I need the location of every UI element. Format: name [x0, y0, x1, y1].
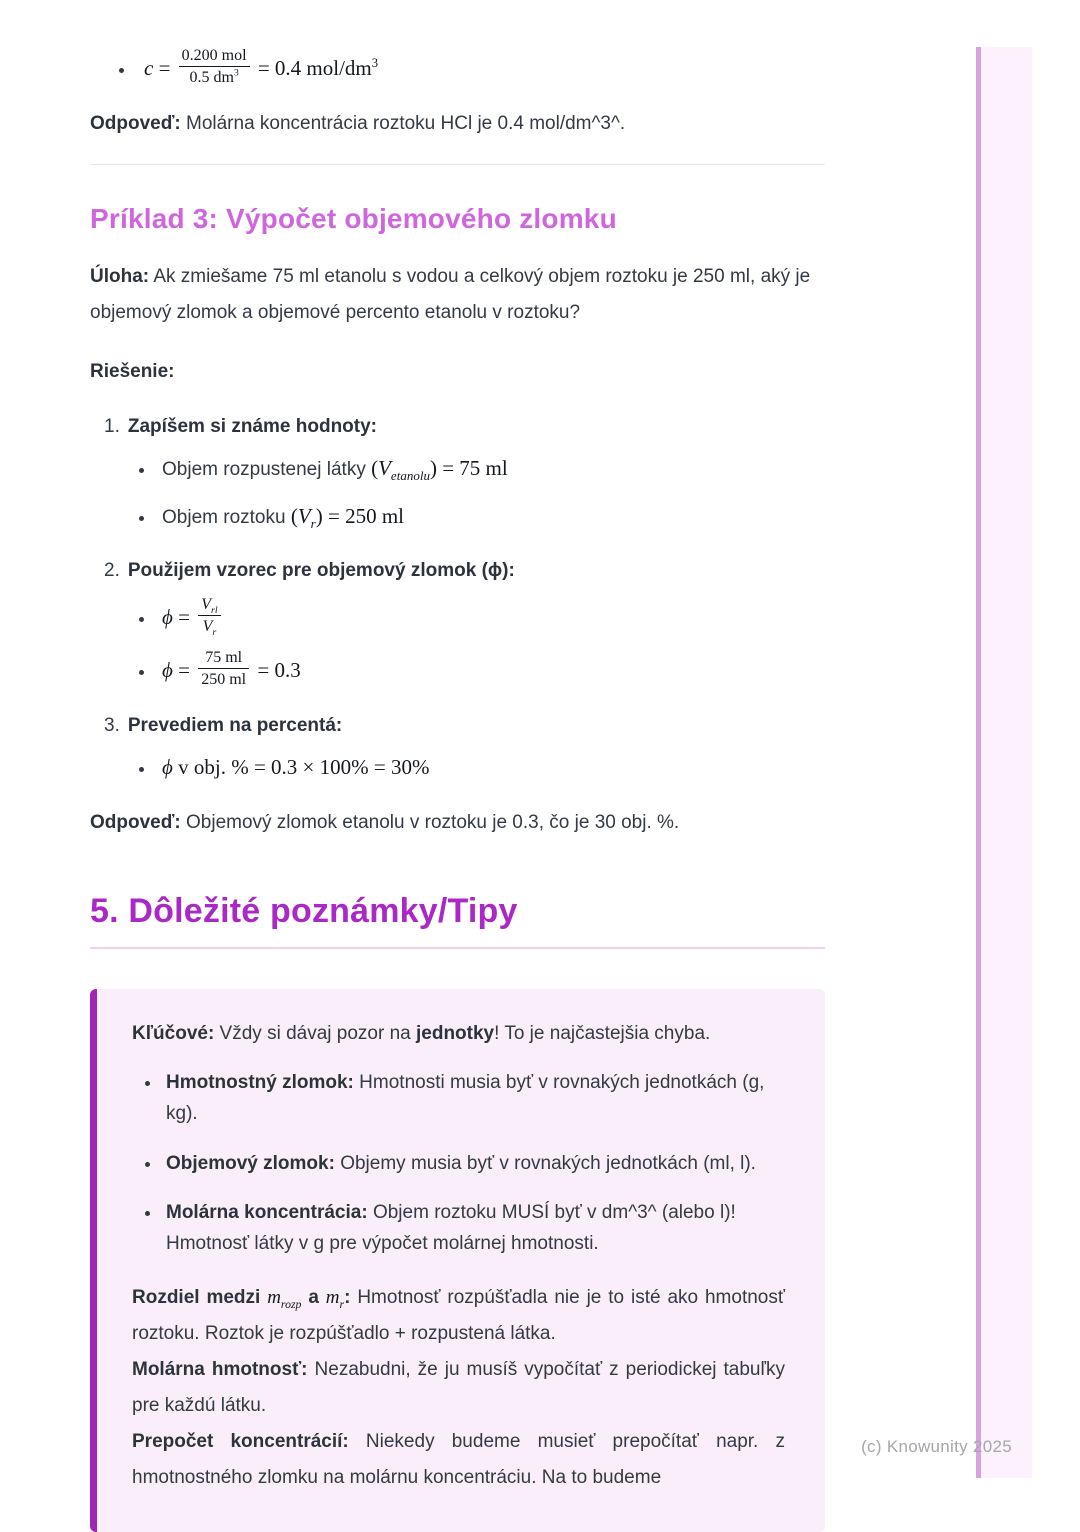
math-variable: ϕ [162, 604, 173, 629]
fraction-numerator [198, 595, 220, 616]
math-result: = 0.4 mol/dm [257, 56, 372, 80]
bullet-percent-conversion [156, 750, 825, 786]
math-fraction [198, 648, 249, 689]
math-variable: m [325, 1286, 340, 1308]
watermark: (c) Knowunity 2025 [861, 1437, 1012, 1456]
bullet-volume-solution [156, 499, 825, 535]
tip-label: Objemový zlomok: [166, 1152, 335, 1174]
math-fraction [198, 595, 220, 639]
bullet-formula-symbolic [156, 595, 825, 639]
math-variable: ϕ [162, 754, 173, 779]
tip-label: Hmotnostný zlomok: [166, 1072, 354, 1094]
solution-steps [90, 411, 825, 786]
math-rest: v obj. % = 0.3 × 100% = 30% [172, 754, 430, 779]
intro-text-end: ! To je najčastejšia chyba. [494, 1022, 711, 1044]
note-label: a [301, 1286, 326, 1308]
step-2-header [90, 555, 825, 587]
math-variable: ϕ [162, 658, 173, 683]
example2-answer [90, 107, 825, 141]
math-paren-close: ) = 250 ml [315, 503, 404, 528]
solution-label [90, 355, 825, 389]
task-paragraph [90, 259, 825, 331]
note-label: Rozdiel medzi [132, 1286, 268, 1308]
bullet-volume-solute [156, 451, 825, 487]
step-2-bullets [90, 595, 825, 690]
tip-volume-fraction [162, 1148, 785, 1179]
denominator-subscript: r [212, 627, 217, 639]
tip-text: Objem roztoku MUSÍ byť v dm^3^ (alebo l)! Hmotnosť látky v g pre výpočet molárnej hmotnosti. [166, 1202, 736, 1255]
document-content [90, 0, 825, 1532]
tip-label: Molárna koncentrácia: [166, 1202, 368, 1224]
example2-formula-list [90, 46, 825, 87]
example3-answer [90, 806, 825, 840]
step-1 [90, 411, 825, 535]
math-variable: c [144, 56, 154, 80]
math-fraction [179, 46, 250, 87]
section-divider [90, 164, 825, 165]
math-expression [144, 47, 379, 87]
math-expression [371, 456, 508, 484]
intro-emphasis: jednotky [416, 1022, 495, 1044]
step-number: 1. [104, 415, 120, 437]
math-subscript: rozp [280, 1297, 302, 1311]
math-expression [162, 595, 224, 639]
math-equals: = [158, 56, 171, 80]
section5-heading: 5. Dôležité poznámky/Tipy [90, 892, 825, 949]
math-expression [325, 1286, 345, 1311]
callout-intro [132, 1017, 785, 1051]
step-number: 3. [104, 714, 120, 736]
bullet-formula-numeric [156, 648, 825, 689]
note-mass-difference [132, 1280, 785, 1352]
denominator-exponent: 3 [233, 67, 239, 79]
math-result: = 0.3 [257, 658, 301, 683]
fraction-numerator: 75 ml [198, 648, 249, 669]
note-label: Prepočet koncentrácií: [132, 1431, 349, 1453]
fraction-denominator [198, 616, 220, 639]
math-equals: = [178, 604, 190, 629]
tips-callout [90, 989, 825, 1532]
note-label: : [344, 1286, 351, 1308]
fraction-numerator: 0.200 mol [179, 46, 250, 67]
page-edge-decoration [976, 47, 1032, 1478]
math-expression [162, 755, 429, 779]
math-paren-open: ( [371, 456, 379, 481]
step-1-bullets [90, 451, 825, 534]
numerator-subscript: rl [211, 605, 218, 617]
step-3 [90, 710, 825, 786]
tip-molar-concentration [162, 1197, 785, 1260]
step-title: Prevediem na percentá: [127, 714, 343, 736]
math-subscript: r [310, 516, 316, 532]
step-title: Použijem vzorec pre objemový zlomok (ϕ): [127, 559, 515, 581]
math-expression [290, 503, 404, 532]
step-3-header [90, 710, 825, 742]
denominator-base: 0.5 dm [189, 69, 234, 87]
note-text: Niekedy budeme musieť prepočítať napr. z hmotnostného zlomku na molárnu koncentráciu. Na to budeme [132, 1431, 786, 1489]
note-text: Hmotnosť rozpúšťadla nie je to isté ako hmotnosť roztoku. Roztok je rozpúšťadlo + rozpustená látka. [132, 1286, 785, 1344]
note-text: Nezabudni, že ju musíš vypočítať z periodickej tabuľky pre každú látku. [132, 1358, 786, 1417]
math-variable: V [297, 503, 311, 528]
task-text: Ak zmiešame 75 ml etanolu s vodou a celkový objem roztoku je 250 ml, aký je objemový zlomok a objemové percento etanolu v roztoku? [90, 265, 811, 323]
math-paren-open: ( [290, 503, 298, 528]
note-molar-mass [132, 1352, 785, 1424]
tip-mass-fraction [162, 1067, 785, 1130]
fraction-denominator [179, 67, 250, 87]
note-label: Molárna hmotnosť: [132, 1358, 308, 1380]
math-expression [162, 649, 301, 689]
bullet-text: Objem roztoku [162, 506, 291, 528]
math-equals: = [178, 658, 190, 683]
bullet-text: Objem rozpustenej látky [162, 459, 372, 481]
step-1-header [90, 411, 825, 443]
tip-text: Hmotnosti musia byť v rovnakých jednotkách (g, kg). [166, 1072, 765, 1125]
intro-label: Kľúčové: [132, 1022, 215, 1044]
denominator-variable: V [202, 618, 213, 636]
answer-label: Odpoveď: [90, 811, 181, 833]
step-3-bullets [90, 750, 825, 786]
math-subscript: r [339, 1297, 345, 1311]
note-concentration-conversion [132, 1424, 785, 1496]
step-2 [90, 555, 825, 690]
math-subscript: etanolu [390, 468, 430, 484]
math-variable: m [267, 1286, 281, 1308]
callout-bullet-list [132, 1067, 785, 1260]
formula-molar-concentration [136, 46, 825, 87]
answer-text: Molárna koncentrácia roztoku HCl je 0.4 mol/dm^3^. [180, 113, 626, 135]
example3-heading: Príklad 3: Výpočet objemového zlomku [90, 202, 617, 234]
task-label: Úloha: [90, 265, 150, 287]
solution-label-text: Riešenie: [90, 360, 175, 382]
math-variable: V [378, 456, 391, 481]
answer-label: Odpoveď: [90, 113, 181, 135]
tip-text: Objemy musia byť v rovnakých jednotkách (ml, l). [334, 1152, 756, 1174]
fraction-denominator: 250 ml [201, 671, 247, 689]
result-exponent: 3 [371, 56, 379, 70]
intro-text: Vždy si dávaj pozor na [214, 1022, 416, 1044]
numerator-variable: V [201, 595, 211, 613]
step-title: Zapíšem si známe hodnoty: [127, 415, 378, 437]
step-number: 2. [104, 559, 120, 581]
math-paren-close: ) = 75 ml [429, 456, 508, 481]
answer-text: Objemový zlomok etanolu v roztoku je 0.3, čo je 30 obj. %. [180, 811, 680, 833]
math-expression [267, 1286, 302, 1311]
